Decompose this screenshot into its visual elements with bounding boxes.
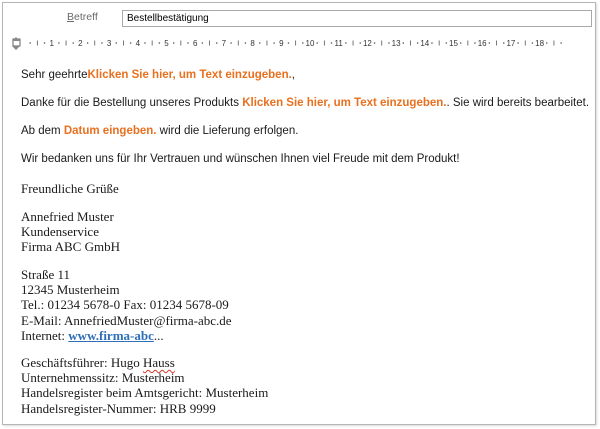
- internet-label: Internet:: [21, 327, 69, 343]
- ceo-name: Hauss: [143, 355, 175, 370]
- sender-department: Kundenservice: [21, 224, 99, 240]
- address-email: E-Mail: AnnefriedMuster@firma-abc.de: [21, 312, 232, 328]
- delivery-text: Ab dem: [21, 125, 64, 137]
- delivery-text-end: wird die Lieferung erfolgen.: [156, 125, 299, 137]
- company-ceo: [21, 355, 268, 370]
- ruler-quarter-dot: [230, 42, 232, 44]
- ruler-quarter-dot: [159, 42, 161, 44]
- ruler-number: 13: [391, 39, 401, 48]
- ruler-quarter-dot: [288, 42, 290, 44]
- ruler-quarter-dot: [546, 42, 548, 44]
- ruler-quarter-dot: [302, 42, 304, 44]
- ruler-quarter-dot: [402, 42, 404, 44]
- ruler-number: 1: [49, 39, 54, 48]
- greeting-comma: ,: [291, 69, 295, 81]
- ruler-quarter-dot: [446, 42, 448, 44]
- ruler-number: 14: [420, 39, 430, 48]
- ruler-graphic: [3, 35, 595, 51]
- order-text-end: . Sie wird bereits bearbeitet.: [446, 97, 590, 109]
- ruler-number: 16: [477, 39, 487, 48]
- subject-label-accesskey: B: [67, 11, 75, 23]
- delivery-line: [21, 125, 298, 137]
- address-block: [21, 267, 232, 343]
- ruler-quarter-dot: [532, 42, 534, 44]
- thanks-line: Wir bedanken uns für Ihr Vertrauen und wünschen Ihnen viel Freude mit dem Produkt!: [21, 153, 460, 165]
- ruler-quarter-dot: [101, 42, 103, 44]
- ruler-quarter-dot: [474, 42, 476, 44]
- order-text: Danke für die Bestellung unseres Produkts: [21, 97, 243, 109]
- ruler-quarter-dot: [345, 42, 347, 44]
- address-phone: Tel.: 01234 5678-0 Fax: 01234 5678-09: [21, 297, 229, 313]
- internet-ellipsis: ...: [153, 327, 164, 343]
- ruler-quarter-dot: [216, 42, 218, 44]
- subject-input[interactable]: Bestellbestätigung: [122, 10, 592, 27]
- message-body[interactable]: [17, 61, 590, 421]
- hanging-indent-marker-icon: [12, 46, 20, 50]
- ruler-quarter-dot: [431, 42, 433, 44]
- date-placeholder[interactable]: Datum eingeben.: [63, 125, 157, 137]
- company-register-number: Handelsregister-Nummer: HRB 9999: [21, 400, 216, 416]
- ruler-quarter-dot: [44, 42, 46, 44]
- sender-block: [21, 209, 120, 255]
- ruler-quarter-dot: [72, 42, 74, 44]
- ruler-number: 4: [135, 39, 141, 48]
- ruler-number: 12: [362, 39, 372, 48]
- product-placeholder[interactable]: Klicken Sie hier, um Text einzugeben.: [242, 97, 447, 109]
- subject-label: [67, 11, 98, 23]
- ruler-quarter-dot: [245, 42, 247, 44]
- company-block: [21, 355, 268, 416]
- ruler-number: 5: [164, 39, 169, 48]
- address-street: Straße 11: [21, 267, 70, 282]
- ruler-number: 11: [334, 39, 343, 48]
- closing-line: Freundliche Grüße: [21, 181, 119, 196]
- ruler-quarter-dot: [87, 42, 89, 44]
- subject-row: [3, 3, 595, 33]
- ruler-quarter-dot: [130, 42, 132, 44]
- ruler-quarter-dot: [273, 42, 275, 44]
- greeting-text: Sehr geehrte: [21, 69, 88, 81]
- ruler-quarter-dot: [173, 42, 175, 44]
- ruler-number: 8: [250, 39, 255, 48]
- ruler-quarter-dot: [187, 42, 189, 44]
- ruler-quarter-dot: [144, 42, 146, 44]
- ruler-quarter-dot: [202, 42, 204, 44]
- ruler-quarter-dot: [517, 42, 519, 44]
- mail-compose-window: [2, 2, 596, 425]
- order-line: [21, 97, 589, 109]
- ruler-quarter-dot: [503, 42, 505, 44]
- ruler-quarter-dot: [388, 42, 390, 44]
- sender-company: Firma ABC GmbH: [21, 239, 120, 255]
- greeting-placeholder[interactable]: Klicken Sie hier, um Text einzugeben.: [87, 69, 292, 81]
- ruler-quarter-dot: [560, 42, 562, 44]
- ruler-number: 18: [535, 39, 545, 48]
- address-internet: [21, 328, 232, 343]
- company-register-court: Handelsregister beim Amtsgericht: Musterheim: [21, 385, 269, 401]
- website-link[interactable]: www.firma-abc: [68, 327, 154, 343]
- ruler-quarter-dot: [489, 42, 491, 44]
- greeting-line: [21, 69, 295, 81]
- ruler-quarter-dot: [331, 42, 333, 44]
- address-city: 12345 Musterheim: [21, 282, 120, 298]
- ruler-quarter-dot: [374, 42, 376, 44]
- ruler-number: 6: [192, 39, 198, 48]
- sender-name: Annefried Muster: [21, 209, 114, 224]
- ruler-quarter-dot: [359, 42, 361, 44]
- ruler-quarter-dot: [460, 42, 462, 44]
- ceo-label: Geschäftsführer: Hugo: [21, 355, 144, 370]
- ruler-number: 7: [221, 39, 227, 48]
- ruler-number: 17: [506, 39, 516, 48]
- ruler-quarter-dot: [417, 42, 419, 44]
- ruler-quarter-dot: [58, 42, 60, 44]
- ruler-quarter-dot: [259, 42, 261, 44]
- ruler-quarter-dot: [29, 42, 31, 44]
- ruler-quarter-dot: [316, 42, 318, 44]
- ruler-number: 3: [106, 39, 112, 48]
- ruler[interactable]: [3, 35, 595, 51]
- ruler-number: 2: [78, 39, 83, 48]
- ruler-number: 15: [449, 39, 458, 48]
- ruler-number: 10: [305, 39, 315, 48]
- subject-label-rest: etreff: [74, 11, 98, 23]
- company-seat: Unternehmenssitz: Musterheim: [21, 370, 185, 386]
- ruler-quarter-dot: [115, 42, 117, 44]
- ruler-number: 9: [279, 39, 284, 48]
